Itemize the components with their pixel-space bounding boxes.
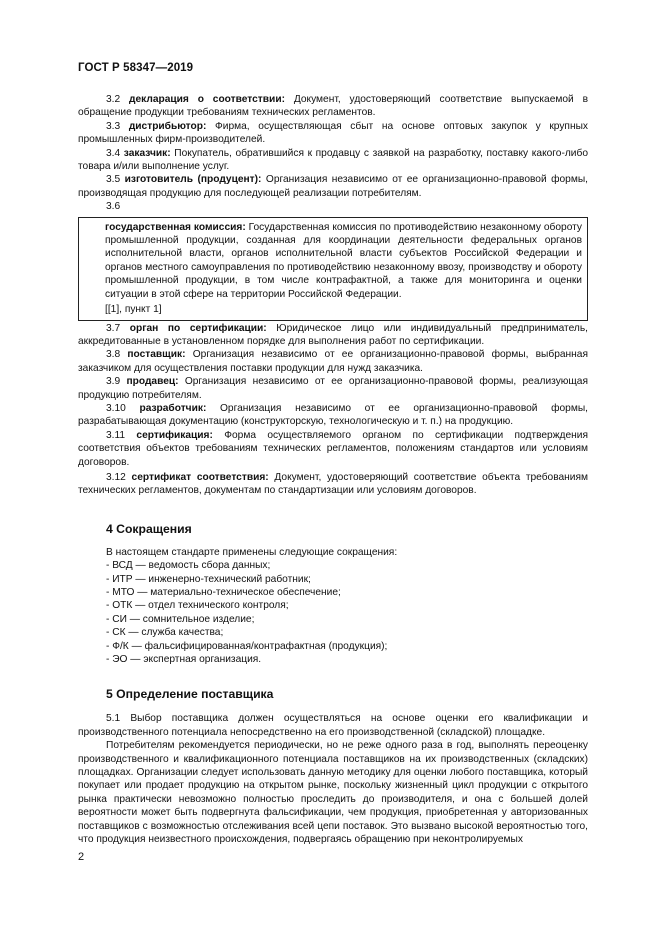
definition-number: 3.3	[106, 120, 121, 132]
definition-text: Покупатель, обратившийся к продавцу с заявкой на разработку, поставку какого-либо товара и/или выполнение услуг.	[78, 147, 588, 173]
definition-term: изготовитель (продуцент):	[124, 174, 262, 186]
definition-term: разработчик:	[139, 402, 207, 414]
definition-term: орган по сертификации:	[129, 322, 267, 334]
definition-3-6-number: 3.6	[106, 201, 121, 213]
definition-3-5	[78, 173, 588, 200]
abbreviations-intro: В настоящем стандарте применены следующие сокращения:	[106, 546, 398, 558]
definition-number: 3.11	[106, 429, 126, 441]
definition-text: Организация независимо от ее организационно-правовой формы, выбранная заказчиком для осуществления поставки продукции для нужд заказчика.	[78, 349, 588, 374]
definition-text: Государственная комиссия по противодействию незаконному обороту промышленной продукции, созданная для координации деятельности федеральных органов исполнительной власти, органов исполнительной власти субъектов Российской Федерации и органов местного самоуправления по противодействию незаконному ввозу, производству и обороту промышленной продукции, в том числе контрафактной, а также для мониторинга и оценки ситуации в этой сфере на территории Российской Федерации.	[105, 221, 583, 300]
definition-3-12	[78, 471, 588, 498]
definition-3-2	[78, 93, 588, 120]
definition-term: поставщик:	[127, 349, 186, 361]
page-content	[78, 93, 588, 847]
definition-term: декларация о соответствии:	[129, 94, 285, 105]
definition-3-11	[78, 429, 588, 469]
definition-3-3	[78, 120, 588, 147]
paragraph-5-1: 5.1 Выбор поставщика должен осуществляться на основе оценки его квалификации и производственного потенциала непосредственно на его производственной (складской) площадке.	[78, 713, 588, 738]
definition-text: Организация независимо от ее организационно-правовой формы, реализующая продукцию потребителям.	[78, 376, 588, 401]
definition-term: сертификация:	[136, 429, 213, 441]
document-header: ГОСТ Р 58347—2019	[78, 62, 194, 74]
definition-number: 3.10	[106, 402, 126, 414]
page-number: 2	[78, 851, 85, 863]
definition-number: 3.12	[106, 471, 126, 483]
definition-3-7	[78, 322, 588, 349]
definition-number: 3.8	[106, 349, 121, 361]
boxed-definition	[78, 217, 588, 321]
list-item: - СИ — сомнительное изделие;	[106, 613, 255, 625]
definition-term: продавец:	[126, 376, 179, 388]
definition-text: Документ, удостоверяющий соответствие выпускаемой в обращение продукции требованиям технических регламентов.	[78, 94, 588, 119]
definition-number: 3.2	[106, 94, 121, 105]
definition-term: заказчик:	[123, 147, 171, 159]
definition-source: [[1], пункт 1]	[105, 304, 162, 316]
definition-text: Юридическое лицо или индивидуальный предприниматель, аккредитованные в установленном порядке для выполнения работ по сертификации.	[78, 322, 588, 347]
definition-text: Организация независимо от ее организационно-правовой формы, разрабатывающая документацию (конструкторскую, технологическую и т. п.) на продукцию.	[78, 402, 588, 428]
definition-term: дистрибьютор:	[128, 120, 207, 132]
definition-number: 3.7	[106, 322, 121, 334]
boxed-definition-body	[105, 221, 582, 301]
definition-term: государственная комиссия:	[105, 221, 246, 233]
list-item: - МТО — материально-техническое обеспечение;	[106, 587, 341, 598]
list-item: - ЭО — экспертная организация.	[106, 654, 262, 666]
list-item: - ИТР — инженерно-технический работник;	[106, 573, 311, 585]
list-item: - ВСД — ведомость сбора данных;	[106, 560, 271, 572]
definition-number: 3.4	[106, 147, 121, 159]
definition-text: Документ, удостоверяющий соответствие объекта требованиям технических регламентов, документам по стандартизации или условиям договоров.	[78, 471, 588, 497]
definition-term: сертификат соответствия:	[131, 471, 269, 483]
definition-number: 3.9	[106, 376, 121, 388]
section-4-title: 4 Сокращения	[106, 521, 192, 536]
section-5-title: 5 Определение поставщика	[106, 687, 274, 702]
list-item: - СК — служба качества;	[106, 627, 224, 639]
definition-text: Фирма, осуществляющая сбыт на основе оптовых закупок у крупных промышленных фирм-производителей.	[78, 120, 588, 146]
list-item: - Ф/К — фальсифицированная/контрафактная (продукция);	[106, 640, 388, 652]
definition-3-4	[78, 147, 588, 174]
definition-number: 3.5	[106, 174, 121, 186]
list-item: - ОТК — отдел технического контроля;	[106, 600, 289, 612]
definition-text: Форма осуществляемого органом по сертификации подтверждения соответствия объектов требованиям технических регламентов, положениям стандартов или условиям договоров.	[78, 429, 588, 468]
definition-3-10	[78, 402, 588, 429]
paragraph-5-1-continued: Потребителям рекомендуется периодически, но не реже одного раза в год, выполнять переоценку производственного и квалификационного потенциала поставщиков на их производственных (складских) площадках. Организации следует использовать данную методику для оценки любого поставщика, который покупает или продает продукцию на открытом рынке, поскольку жизненный цикл продукции с открытого рынка практически невозможно полностью проследить до производителя, и она с большей долей вероятности может быть подвергнута фальсификации, чем продукция, приобретенная у авторизованных поставщиков с возможностью отслеживания всей цепи поставок. Это вызвано высокой вероятностью того, что продукция неизвестного происхождения, подвергаясь обращению при неконтролируемых	[78, 740, 588, 846]
definition-text: Организация независимо от ее организационно-правовой формы, производящая продукцию для последующей реализации потребителям.	[78, 174, 588, 199]
abbreviations-list	[78, 559, 588, 666]
definition-3-8	[78, 348, 588, 375]
definition-3-9	[78, 375, 588, 402]
